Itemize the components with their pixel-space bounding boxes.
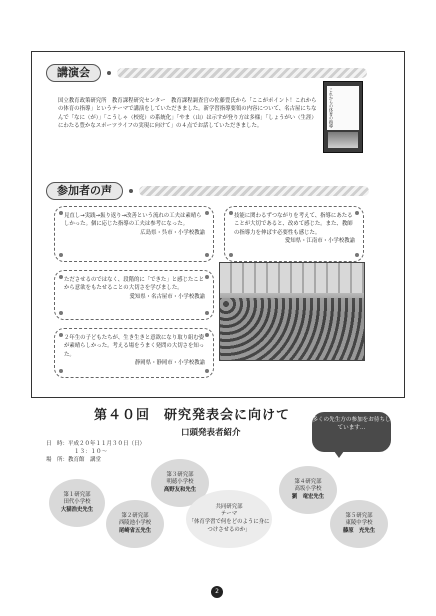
presenter-dept: 第１研究部 [63, 491, 91, 498]
voice-source: 広島県・呉市・小学校教諭 [140, 229, 205, 236]
presenter-name: 尾崎省五先生 [118, 527, 152, 534]
presenter-bubble [279, 466, 337, 514]
speaker-photo [328, 132, 358, 148]
presenter-name: 劉 竜宏先生 [291, 493, 325, 500]
voice-text: たださせるのではなく、段階的に「できた」と感じたことから意欲をもたせることの大切さを学びました。 [64, 277, 205, 292]
heading-dot-icon [129, 189, 133, 193]
joint-dept: 共同研究部 [215, 503, 243, 510]
presenter-school: 西陵池小学校 [118, 520, 152, 527]
voice-text: 技能に関わるずつながりを考えて、指導にあたることが大切であると、改めて感じた。また、教師の指導力を伸ばす必要性も感じた。 [234, 213, 353, 236]
presenter-bubble [49, 479, 105, 527]
joint-theme: 「体育学習で何をどのように身につけさせるのか」 [188, 519, 270, 533]
voice-source: 愛知県・名古屋市・小学校教諭 [129, 293, 205, 300]
voice-text: ２年生の子どもたちが、生き生きと意欲になり取り組む姿が素晴らしかった。考える場をうまく発問の大切さを知った。 [64, 335, 205, 358]
joint-research-bubble [186, 490, 272, 548]
event-title: 第４０回 研究発表会に向けて [94, 408, 291, 423]
event-subtitle: 口頭発表者紹介 [181, 428, 241, 438]
heading-dot-icon [107, 71, 111, 75]
presenter-dept: 第２研究部 [121, 512, 149, 519]
voice-text: 見直し→実践→振り返り→改善という流れの工夫は素晴らしかった。個に応じた指導の工夫は参考になった。 [64, 213, 202, 228]
lecture-heading-bar [46, 64, 386, 82]
lecture-body: 国立教育政策研究所 教育課程研究センター 教育課程調査官の佐藤豊氏から「ここがポイント！これからの体育の指導」というテーマで講演をしていただきました。新学習指導要領の内容について、名古屋にちなんで「なに（が）」「こうしゃ（校庭）の系統化」「やま（山）は示すが登り方は多様」「しょうがい（生涯）にわたる豊かなスポーツライフの実現に向けて」の４点でお話していただきました。 [58, 98, 317, 130]
presenter-dept: 第５研究部 [345, 512, 373, 519]
book-image [323, 81, 363, 153]
presenter-school: 田代小学校 [63, 499, 91, 506]
heading-stripe [139, 186, 369, 196]
presenter-bubble [330, 500, 388, 548]
voice-source: 愛知県・江南市・小学校教諭 [284, 237, 355, 244]
presenter-school: 明徳小学校 [166, 479, 194, 486]
voice-card [54, 328, 214, 378]
voice-card [224, 206, 364, 262]
presenter-bubble [106, 500, 164, 548]
joint-label: テーマ [220, 511, 238, 518]
invitation-callout: 多くの先生方の参加をお待ちしています… [312, 412, 391, 452]
page-number: 2 [211, 586, 223, 598]
voice-card [54, 270, 214, 320]
voices-heading-bar [46, 182, 386, 200]
voice-source: 静岡県・静岡市・小学校教諭 [134, 359, 205, 366]
presenter-school: 東陵中学校 [345, 520, 373, 527]
book-title: これからの体育の指導 [329, 88, 334, 128]
presenter-dept: 第４研究部 [294, 478, 322, 485]
voices-heading: 参加者の声 [46, 182, 123, 200]
gymnasium-photo [219, 262, 365, 361]
event-place: 場 所：教育館 講堂 [46, 457, 102, 463]
presenter-name: 高野友和先生 [163, 486, 197, 493]
presenter-name: 藤原 充先生 [342, 527, 376, 534]
voice-card [54, 206, 214, 262]
presenter-name: 大猫浩史先生 [60, 506, 94, 513]
lecture-heading: 講演会 [46, 64, 101, 82]
event-date: 日 時：平成２０年１１月３０日（日） [46, 441, 146, 447]
presenter-dept: 第３研究部 [166, 471, 194, 478]
event-time: １３：１０〜 [74, 449, 108, 455]
heading-stripe [117, 68, 367, 78]
presenter-school: 高坂小学校 [294, 486, 322, 493]
